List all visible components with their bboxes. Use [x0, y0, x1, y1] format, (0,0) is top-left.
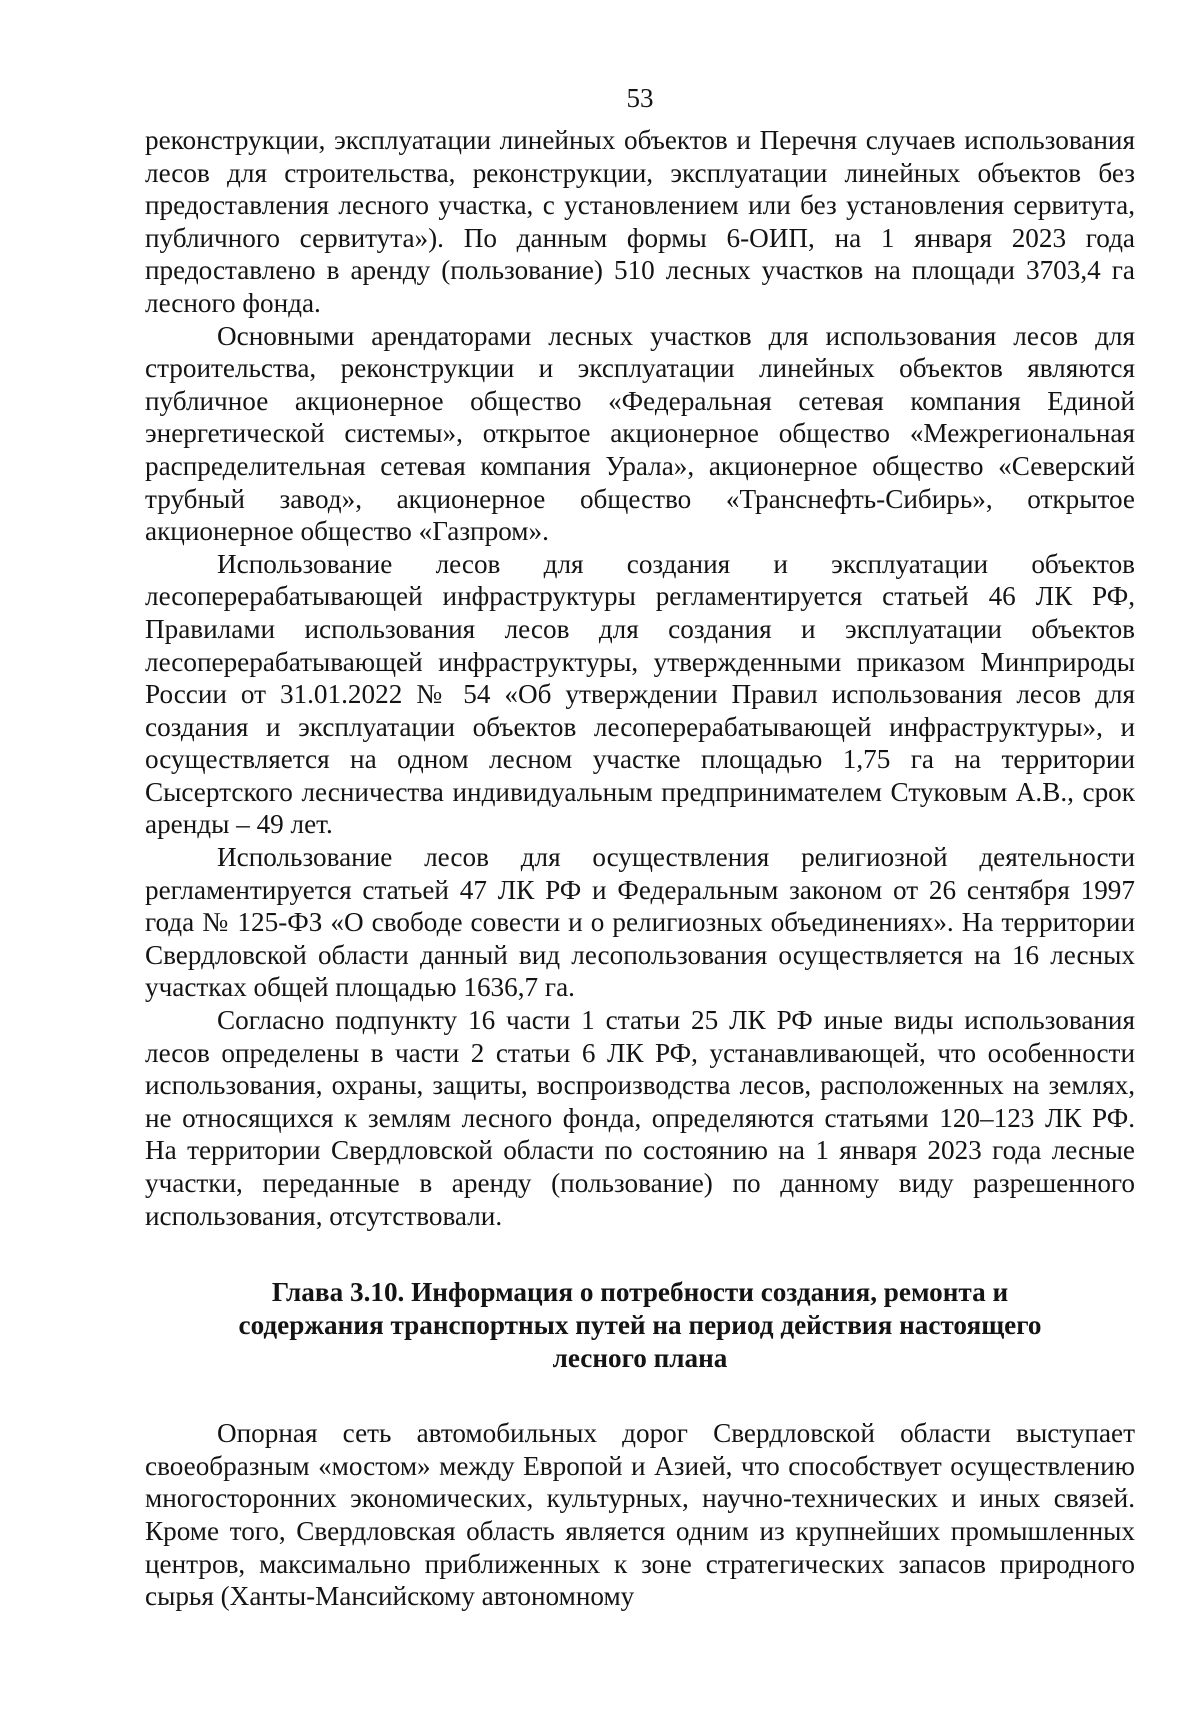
paragraph-road-network: Опорная сеть автомобильных дорог Свердловской области выступает своеобразным «мостом» между Европой и Азией, что способствует осуществлению многосторонних экономических, культурных, научно-технических и иных связей. Кроме того, Свердловская область является одним из крупнейших промышленных центров, максимально приближенных к зоне стратегических запасов природного сырья (Ханты-Мансийскому автономному: [145, 1418, 1135, 1612]
chapter-heading: Глава 3.10. Информация о потребности создания, ремонта и содержания транспортных путей на период действия настоящего лесного плана: [238, 1277, 1042, 1374]
paragraph-wood-processing-infrastructure: Использование лесов для создания и эксплуатации объектов лесоперерабатывающей инфраструктуры регламентируется статьей 46 ЛК РФ, Правилами использования лесов для создания и эксплуатации объектов лесоперерабатывающей инфраструктуры, утвержденными приказом Минприроды России от 31.01.2022 № 54 «Об утверждении Правил использования лесов для создания и эксплуатации объектов лесоперерабатывающей инфраструктуры», и осуществляется на одном лесном участке площадью 1,75 га на территории Сысертского лесничества индивидуальным предпринимателем Стуковым А.В., срок аренды – 49 лет.: [145, 548, 1135, 840]
page-number: 53: [626, 83, 654, 113]
paragraph-continuation: реконструкции, эксплуатации линейных объектов и Перечня случаев использования лесов для строительства, реконструкции, эксплуатации линейных объектов без предоставления лесного участка, с установлением или без установления сервитута, публичного сервитута»). По данным формы 6-ОИП, на 1 января 2023 года предоставлено в аренду (пользование) 510 лесных участков на площади 3703,4 га лесного фонда.: [145, 125, 1135, 318]
paragraph-linear-objects-lessees: Основными арендаторами лесных участков для использования лесов для строительства, реконструкции и эксплуатации линейных объектов являются публичное акционерное общество «Федеральная сетевая компания Единой энергетической системы», открытое акционерное общество «Межрегиональная распределительная сетевая компания Урала», акционерное общество «Северский трубный завод», акционерное общество «Транснефть-Сибирь», открытое акционерное общество «Газпром».: [145, 320, 1135, 547]
paragraph-other-uses: Согласно подпункту 16 части 1 статьи 25 ЛК РФ иные виды использования лесов определены в части 2 статьи 6 ЛК РФ, устанавливающей, что особенности использования, охраны, защиты, воспроизводства лесов, расположенных на землях, не относящихся к землям лесного фонда, определяются статьями 120–123 ЛК РФ. На территории Свердловской области по состоянию на 1 января 2023 года лесные участки, переданные в аренду (пользование) по данному виду разрешенного использования, отсутствовали.: [145, 1005, 1135, 1231]
paragraph-religious-activity: Использование лесов для осуществления религиозной деятельности регламентируется статьей 47 ЛК РФ и Федеральным законом от 26 сентября 1997 года № 125-ФЗ «О свободе совести и о религиозных объединениях». На территории Свердловской области данный вид лесопользования осуществляется на 16 лесных участках общей площадью 1636,7 га.: [145, 842, 1135, 1003]
document-body: [145, 124, 1135, 1613]
